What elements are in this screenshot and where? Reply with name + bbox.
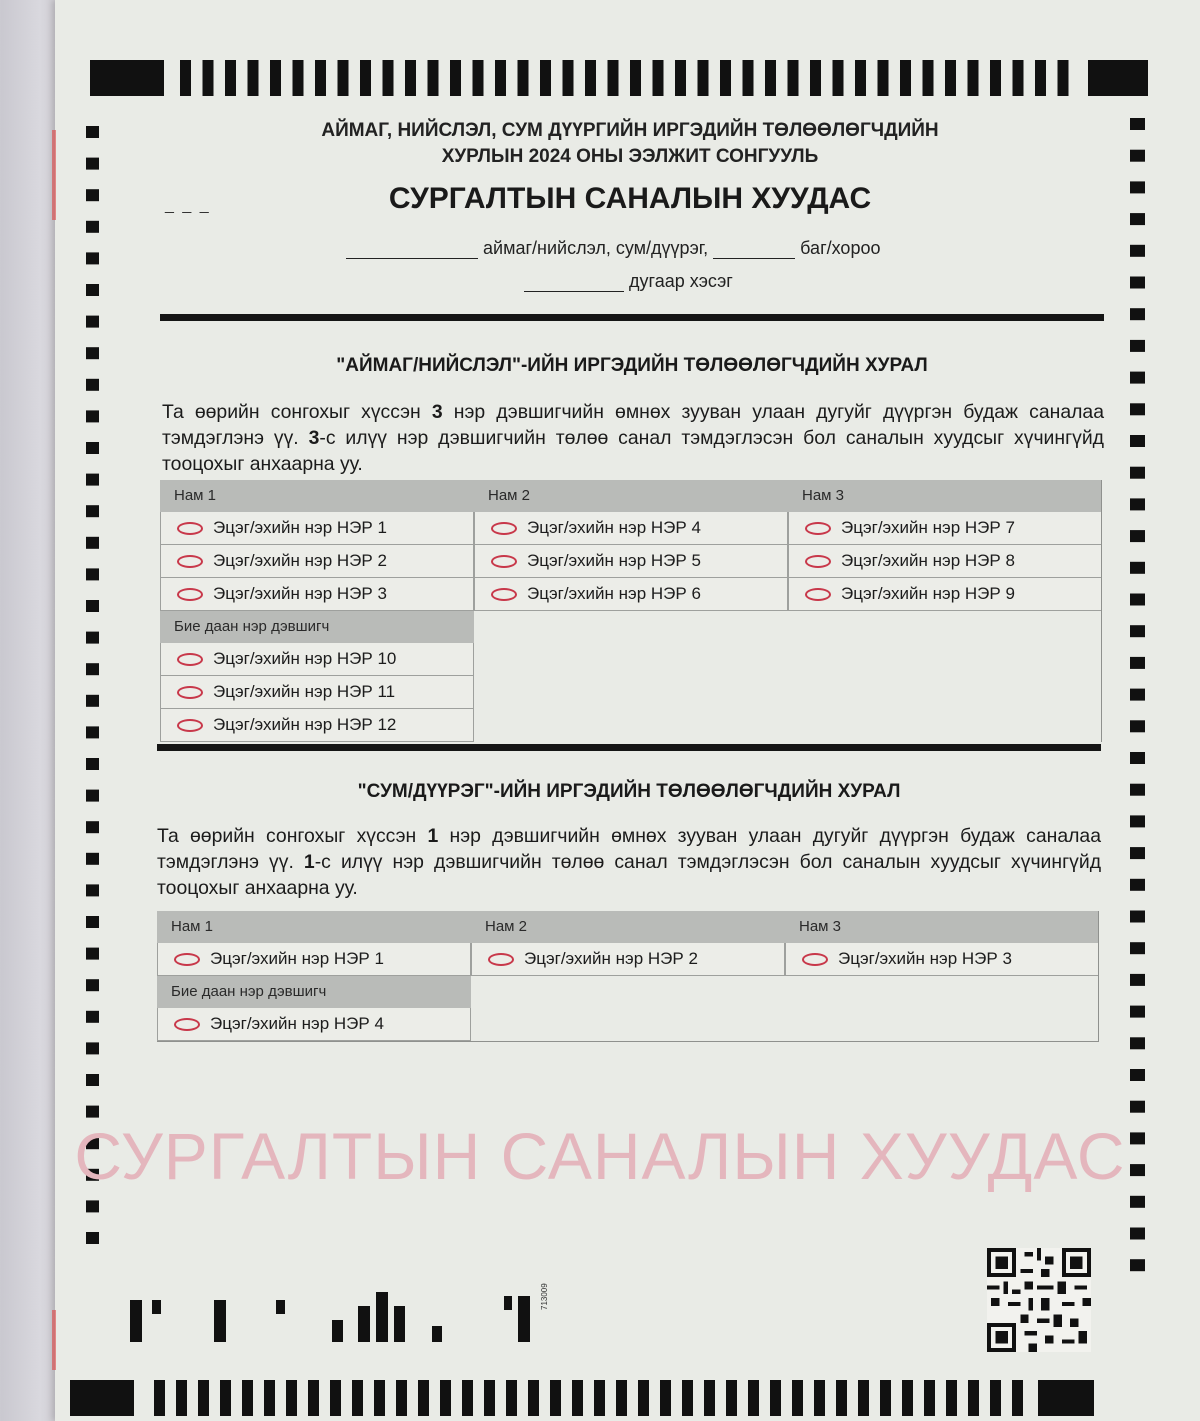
paper-edge-mark	[52, 1310, 56, 1370]
timing-bar	[1058, 60, 1069, 96]
timing-square	[86, 505, 99, 517]
timing-bar	[858, 1380, 869, 1416]
timing-bar	[484, 1380, 495, 1416]
timing-square	[1130, 1006, 1145, 1018]
vote-oval-icon[interactable]	[177, 653, 203, 666]
timing-square	[1130, 562, 1145, 574]
bottom-timing-marks	[70, 1378, 1094, 1418]
timing-square	[1130, 498, 1145, 510]
party-column-header: Нам 2	[474, 480, 788, 512]
timing-square	[1130, 752, 1145, 764]
top-timing-marks	[90, 58, 1148, 98]
timing-square	[86, 221, 99, 233]
election-title-line1: АЙМАГ, НИЙСЛЭЛ, СУМ ДҮҮРГИЙН ИРГЭДИЙН ТӨЛӨӨЛӨГЧДИЙН	[321, 120, 939, 141]
vote-oval-icon[interactable]	[177, 555, 203, 568]
timing-square	[86, 758, 99, 770]
vote-oval-icon[interactable]	[488, 953, 514, 966]
candidate-name: Эцэг/эхийн нэр НЭР 9	[841, 584, 1015, 603]
timing-bar	[242, 1380, 253, 1416]
table-border	[1101, 480, 1102, 742]
timing-square	[86, 379, 99, 391]
timing-bar	[220, 1380, 231, 1416]
timing-bar	[594, 1380, 605, 1416]
training-ballot-watermark: СУРГАЛТЫН САНАЛЫН ХУУДАС	[74, 1119, 1126, 1193]
timing-bar	[990, 60, 1001, 96]
timing-square	[1130, 1196, 1145, 1208]
timing-bar	[264, 1380, 275, 1416]
bag-blank[interactable]	[713, 242, 795, 259]
location-line-2	[524, 271, 733, 292]
independent-header: Бие даан нэр дэвшигч	[160, 611, 474, 643]
party-column-header: Нам 2	[471, 911, 785, 943]
location-label-1: аймаг/нийслэл, сум/дүүрэг,	[483, 238, 709, 258]
timing-bar	[308, 1380, 319, 1416]
sum-council-heading: "СУМ/ДҮҮРЭГ"-ИЙН ИРГЭДИЙН ТӨЛӨӨЛӨГЧДИЙН ХУРАЛ	[357, 781, 901, 802]
timing-bar	[968, 60, 979, 96]
candidate-option[interactable]	[160, 643, 474, 676]
timing-square	[1130, 720, 1145, 732]
timing-bar	[495, 60, 506, 96]
timing-bar	[315, 60, 326, 96]
candidate-name: Эцэг/эхийн нэр НЭР 10	[213, 649, 397, 668]
left-timing-marks	[86, 126, 100, 1266]
timing-square	[86, 663, 99, 675]
vote-oval-icon[interactable]	[491, 588, 517, 601]
candidate-name: Эцэг/эхийн нэр НЭР 1	[210, 949, 384, 968]
timing-bar	[248, 60, 259, 96]
aimag-council-instructions: Та өөрийн сонгохыг хүссэн 3 нэр дэвшигчийн өмнөх зууван улаан дугуйг дүүргэн будаж саналаа тэмдэглэнэ үү. 3-с илүү нэр дэвшигчийн төлөө санал тэмдэглэсэн бол саналын хуудсыг хүчингүйд тооцохыг анхаарна уу.	[162, 401, 1104, 475]
timing-square	[86, 474, 99, 486]
candidate-option[interactable]	[471, 943, 785, 976]
vote-oval-icon[interactable]	[177, 686, 203, 699]
timing-bar	[900, 60, 911, 96]
aimag-blank[interactable]	[346, 242, 478, 259]
timing-square	[1130, 435, 1145, 447]
timing-bar	[1012, 1380, 1023, 1416]
timing-bar	[704, 1380, 715, 1416]
independent-header: Бие даан нэр дэвшигч	[157, 976, 471, 1008]
timing-bar	[660, 1380, 671, 1416]
timing-bar	[990, 1380, 1001, 1416]
timing-square	[1130, 1259, 1145, 1271]
timing-square	[86, 600, 99, 612]
table-border	[157, 1041, 1099, 1042]
timing-bar	[1035, 60, 1046, 96]
timing-bar	[506, 1380, 517, 1416]
timing-square	[86, 632, 99, 644]
vote-oval-icon[interactable]	[805, 555, 831, 568]
timing-bar	[450, 60, 461, 96]
timing-bar	[748, 1380, 759, 1416]
timing-bar	[792, 1380, 803, 1416]
timing-bar	[923, 60, 934, 96]
timing-bar	[945, 60, 956, 96]
vote-oval-icon[interactable]	[805, 522, 831, 535]
candidate-name: Эцэг/эхийн нэр НЭР 6	[527, 584, 701, 603]
timing-bar	[418, 1380, 429, 1416]
party-column-header: Нам 1	[157, 911, 471, 943]
timing-square	[1130, 372, 1145, 384]
timing-bar	[585, 60, 596, 96]
timing-square	[86, 284, 99, 296]
timing-bar	[225, 60, 236, 96]
timing-bar	[836, 1380, 847, 1416]
candidate-name: Эцэг/эхийн нэр НЭР 5	[527, 551, 701, 570]
timing-bar	[765, 60, 776, 96]
candidate-name: Эцэг/эхийн нэр НЭР 12	[213, 715, 397, 734]
vote-oval-icon[interactable]	[802, 953, 828, 966]
timing-bar	[675, 60, 686, 96]
candidate-name: Эцэг/эхийн нэр НЭР 7	[841, 518, 1015, 537]
qr-code	[986, 1248, 1092, 1352]
right-timing-marks	[1130, 118, 1146, 1288]
timing-bar	[814, 1380, 825, 1416]
timing-square	[1130, 467, 1145, 479]
timing-bar	[833, 60, 844, 96]
candidate-name: Эцэг/эхийн нэр НЭР 2	[213, 551, 387, 570]
timing-bar	[638, 1380, 649, 1416]
candidate-name: Эцэг/эхийн нэр НЭР 3	[838, 949, 1012, 968]
aimag-council-heading: "АЙМАГ/НИЙСЛЭЛ"-ИЙН ИРГЭДИЙН ТӨЛӨӨЛӨГЧДИЙН ХУРАЛ	[336, 355, 928, 376]
vote-oval-icon[interactable]	[491, 555, 517, 568]
location-label-3: дугаар хэсэг	[629, 271, 733, 291]
section-number-blank[interactable]	[524, 275, 624, 292]
timing-bar	[203, 60, 214, 96]
timing-bar	[286, 1380, 297, 1416]
candidate-option[interactable]	[157, 943, 471, 976]
vote-oval-icon[interactable]	[174, 953, 200, 966]
timing-square	[1130, 625, 1145, 637]
candidate-option[interactable]	[785, 943, 1099, 976]
timing-square	[86, 790, 99, 802]
timing-bar	[698, 60, 709, 96]
aimag-council-section	[160, 314, 1104, 751]
timing-bar	[330, 1380, 341, 1416]
timing-bar	[270, 60, 281, 96]
candidate-option[interactable]	[160, 578, 474, 611]
timing-square	[86, 410, 99, 422]
timing-bar	[428, 60, 439, 96]
timing-square	[86, 568, 99, 580]
vote-oval-icon[interactable]	[491, 522, 517, 535]
timing-square	[86, 1106, 99, 1118]
timing-square	[1130, 403, 1145, 415]
candidate-option[interactable]	[474, 545, 788, 578]
timing-bar	[788, 60, 799, 96]
timing-bar	[338, 60, 349, 96]
ballot-barcode	[130, 1292, 550, 1342]
timing-bar	[563, 60, 574, 96]
timing-bar	[293, 60, 304, 96]
timing-square	[1130, 1037, 1145, 1049]
timing-square	[86, 1232, 99, 1244]
vote-oval-icon[interactable]	[805, 588, 831, 601]
timing-bar	[572, 1380, 583, 1416]
candidate-option[interactable]	[160, 545, 474, 578]
timing-square	[86, 916, 99, 928]
candidate-option[interactable]	[157, 1008, 471, 1041]
barcode-number: 713009	[540, 1283, 549, 1310]
candidate-name: Эцэг/эхийн нэр НЭР 11	[213, 682, 396, 701]
candidate-option[interactable]	[160, 709, 474, 742]
timing-square	[1130, 245, 1145, 257]
timing-bar	[405, 60, 416, 96]
timing-square	[86, 695, 99, 707]
timing-bar	[878, 60, 889, 96]
sum-council-section	[157, 744, 1101, 1061]
timing-square	[1130, 340, 1145, 352]
timing-square	[1130, 1101, 1145, 1113]
candidate-name: Эцэг/эхийн нэр НЭР 3	[213, 584, 387, 603]
timing-square	[86, 442, 99, 454]
timing-bar	[608, 60, 619, 96]
party-column-header: Нам 1	[160, 480, 474, 512]
timing-square	[1130, 879, 1145, 891]
timing-bar	[383, 60, 394, 96]
vote-oval-icon[interactable]	[177, 588, 203, 601]
timing-bar	[374, 1380, 385, 1416]
timing-bar	[352, 1380, 363, 1416]
timing-square	[86, 884, 99, 896]
timing-bar	[518, 60, 529, 96]
candidate-option[interactable]	[474, 512, 788, 545]
timing-bar	[154, 1380, 165, 1416]
timing-bar	[770, 1380, 781, 1416]
timing-bar	[176, 1380, 187, 1416]
timing-bar	[682, 1380, 693, 1416]
timing-bar	[550, 1380, 561, 1416]
candidate-option[interactable]	[788, 512, 1102, 545]
vote-oval-icon[interactable]	[177, 719, 203, 732]
candidate-name: Эцэг/эхийн нэр НЭР 8	[841, 551, 1015, 570]
timing-bar	[810, 60, 821, 96]
timing-square	[1130, 308, 1145, 320]
timing-square	[86, 1074, 99, 1086]
timing-square	[86, 979, 99, 991]
timing-square	[86, 537, 99, 549]
timing-bar	[440, 1380, 451, 1416]
timing-bar	[630, 60, 641, 96]
timing-bar	[743, 60, 754, 96]
timing-square	[86, 853, 99, 865]
timing-square	[86, 1200, 99, 1212]
timing-square	[1130, 1228, 1145, 1240]
candidate-option[interactable]	[788, 578, 1102, 611]
timing-square	[1130, 784, 1145, 796]
timing-square	[1130, 530, 1145, 542]
vote-oval-icon[interactable]	[174, 1018, 200, 1031]
vote-oval-icon[interactable]	[177, 522, 203, 535]
timing-bar	[946, 1380, 957, 1416]
timing-bar	[880, 1380, 891, 1416]
timing-bar	[726, 1380, 737, 1416]
timing-square	[1130, 657, 1145, 669]
timing-bar	[180, 60, 191, 96]
timing-bar	[968, 1380, 979, 1416]
election-title-line2: ХУРЛЫН 2024 ОНЫ ЭЭЛЖИТ СОНГУУЛЬ	[441, 146, 819, 167]
candidate-option[interactable]	[160, 676, 474, 709]
candidate-option[interactable]	[788, 545, 1102, 578]
timing-bar	[528, 1380, 539, 1416]
timing-bar	[360, 60, 371, 96]
timing-square	[1130, 594, 1145, 606]
party-column-header: Нам 3	[788, 480, 1102, 512]
location-label-2: баг/хороо	[800, 238, 881, 258]
table-border	[1098, 911, 1099, 1041]
timing-square	[86, 948, 99, 960]
timing-square	[86, 316, 99, 328]
candidate-option[interactable]	[160, 512, 474, 545]
timing-bar	[1013, 60, 1024, 96]
timing-square	[86, 726, 99, 738]
timing-square	[86, 1042, 99, 1054]
ballot-code-dashes: _ _ _	[165, 197, 211, 214]
timing-square	[1130, 815, 1145, 827]
timing-bar	[198, 1380, 209, 1416]
timing-bar	[924, 1380, 935, 1416]
party-column-header: Нам 3	[785, 911, 1099, 943]
timing-bar	[616, 1380, 627, 1416]
timing-square	[1130, 277, 1145, 289]
timing-square	[86, 252, 99, 264]
timing-square	[86, 1011, 99, 1023]
timing-square	[86, 347, 99, 359]
timing-square	[86, 821, 99, 833]
timing-square	[1130, 942, 1145, 954]
timing-bar	[473, 60, 484, 96]
timing-bar	[720, 60, 731, 96]
timing-bar	[396, 1380, 407, 1416]
candidate-option[interactable]	[474, 578, 788, 611]
timing-square	[1130, 847, 1145, 859]
candidate-name: Эцэг/эхийн нэр НЭР 4	[527, 518, 701, 537]
timing-square	[1130, 1069, 1145, 1081]
timing-bar	[902, 1380, 913, 1416]
timing-square	[1130, 974, 1145, 986]
timing-bar	[855, 60, 866, 96]
candidate-name: Эцэг/эхийн нэр НЭР 4	[210, 1014, 384, 1033]
election-title	[0, 118, 1200, 170]
ballot-title: СУРГАЛТЫН САНАЛЫН ХУУДАС	[388, 182, 872, 215]
timing-square	[1130, 911, 1145, 923]
timing-square	[1130, 689, 1145, 701]
location-line-1	[346, 238, 880, 259]
sum-council-instructions: Та өөрийн сонгохыг хүссэн 1 нэр дэвшигчийн өмнөх зууван улаан дугуйг дүүргэн будаж саналаа тэмдэглэнэ үү. 1-с илүү нэр дэвшигчийн төлөө санал тэмдэглэсэн бол саналын хуудсыг хүчингүйд тооцохыг анхаарна уу.	[157, 825, 1102, 899]
timing-bar	[540, 60, 551, 96]
timing-bar	[462, 1380, 473, 1416]
candidate-name: Эцэг/эхийн нэр НЭР 2	[524, 949, 698, 968]
candidate-name: Эцэг/эхийн нэр НЭР 1	[213, 518, 387, 537]
timing-bar	[653, 60, 664, 96]
